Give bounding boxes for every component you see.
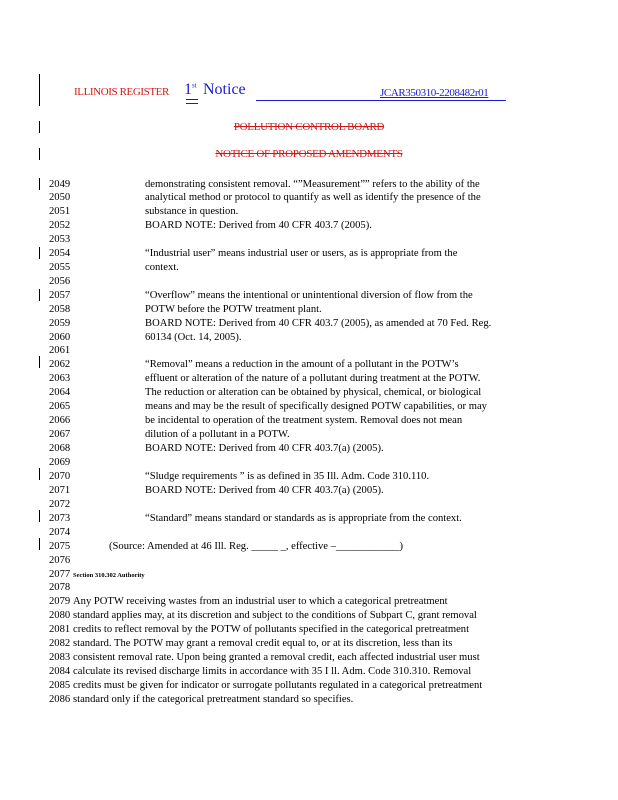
body-line: “Industrial user” means industrial user or users, as is appropriate from the [145, 248, 458, 259]
body-line: consistent removal rate. Upon being granted a removal credit, each affected industrial user must [73, 652, 480, 663]
body-line: effluent or alteration of the nature of a pollutant during treatment at the POTW. [145, 373, 481, 384]
line-number: 2085 [49, 680, 71, 691]
line-number: 2071 [49, 485, 71, 496]
header-rule [186, 103, 198, 104]
line-number: 2066 [49, 415, 71, 426]
line-number: 2075 [49, 541, 71, 552]
change-bar [39, 247, 40, 259]
source-note: (Source: Amended at 46 Ill. Reg. _____ _, effective –____________) [109, 541, 404, 552]
body-line: credits to reflect removal by the POTW of pollutants specified in the categorical pretreatment [73, 624, 470, 635]
section-heading: Section 310.302 Authority [73, 572, 145, 579]
line-number: 2078 [49, 582, 71, 593]
line-number: 2065 [49, 401, 71, 412]
line-number: 2052 [49, 220, 71, 231]
body-line: “Standard” means standard or standards as is appropriate from the context. [145, 513, 462, 524]
body-line: be incidental to operation of the treatment system. Removal does not mean [145, 415, 463, 426]
body-line: calculate its revised discharge limits in accordance with 35 I ll. Adm. Code 310.310. Removal [73, 666, 472, 677]
body-line: BOARD NOTE: Derived from 40 CFR 403.7 (2005), as amended at 70 Fed. Reg. [145, 318, 492, 329]
line-number: 2069 [49, 457, 71, 468]
body-line: “Removal” means a reduction in the amount of a pollutant in the POTW’s [145, 359, 459, 370]
body-line: POTW before the POTW treatment plant. [145, 304, 322, 315]
body-line: dilution of a pollutant in a POTW. [145, 429, 290, 440]
line-number: 2080 [49, 610, 71, 621]
change-bar [39, 510, 40, 522]
line-number: 2076 [49, 555, 71, 566]
body-line: standard. The POTW may grant a removal credit equal to, or at its discretion, less than its [73, 638, 453, 649]
line-number: 2050 [49, 192, 71, 203]
body-line: BOARD NOTE: Derived from 40 CFR 403.7(a) (2005). [145, 485, 384, 496]
body-line: means and may be the result of specifically designed POTW capabilities, or may [145, 401, 487, 412]
line-number: 2062 [49, 359, 71, 370]
line-number: 2068 [49, 443, 71, 454]
body-line: Any POTW receiving wastes from an industrial user to which a categorical pretreatment [73, 596, 448, 607]
line-number: 2057 [49, 290, 71, 301]
board-title: POLLUTION CONTROL BOARD [233, 121, 385, 133]
change-bar [39, 289, 40, 301]
line-number: 2082 [49, 638, 71, 649]
header-doc-id: JCAR350310-2208482r01 [380, 87, 489, 99]
body-line: “Overflow” means the intentional or unintentional diversion of flow from the [145, 290, 473, 301]
header-page-number: 1st [184, 81, 197, 98]
line-number: 2054 [49, 248, 71, 259]
line-number: 2059 [49, 318, 71, 329]
line-number: 2060 [49, 332, 71, 343]
header-rule [186, 99, 198, 100]
line-number: 2086 [49, 694, 71, 705]
line-number: 2058 [49, 304, 71, 315]
body-line: “Sludge requirements ” is as defined in 35 Ill. Adm. Code 310.110. [145, 471, 430, 482]
body-line: demonstrating consistent removal. “”Measurement”” refers to the ability of the [145, 179, 480, 190]
body-line: credits must be given for indicator or surrogate pollutants regulated in a categorical pretreatment [73, 680, 483, 691]
line-number: 2077 [49, 569, 71, 580]
header-register: ILLINOIS REGISTER [74, 86, 169, 98]
line-number: 2073 [49, 513, 71, 524]
body-line: standard only if the categorical pretreatment standard so specifies. [73, 694, 354, 705]
body-line: BOARD NOTE: Derived from 40 CFR 403.7(a) (2005). [145, 443, 384, 454]
line-number: 2061 [49, 345, 71, 356]
line-number: 2067 [49, 429, 71, 440]
line-number: 2055 [49, 262, 71, 273]
line-number: 2070 [49, 471, 71, 482]
line-number: 2053 [49, 234, 71, 245]
notice-title: NOTICE OF PROPOSED AMENDMENTS [215, 148, 403, 160]
line-number: 2074 [49, 527, 71, 538]
line-number: 2049 [49, 179, 71, 190]
body-line: context. [145, 262, 179, 273]
body-line: analytical method or protocol to quantify as well as identify the presence of the [145, 192, 481, 203]
line-number: 2064 [49, 387, 71, 398]
line-number: 2079 [49, 596, 71, 607]
body-line: standard applies may, at its discretion and subject to the conditions of Subpart C, grant removal [73, 610, 477, 621]
change-bar [39, 178, 40, 190]
line-number: 2056 [49, 276, 71, 287]
body-line: BOARD NOTE: Derived from 40 CFR 403.7 (2005). [145, 220, 372, 231]
body-line: substance in question. [145, 206, 239, 217]
body-line: The reduction or alteration can be obtained by physical, chemical, or biological [145, 387, 482, 398]
change-bar [39, 538, 40, 550]
line-number: 2083 [49, 652, 71, 663]
change-bar [39, 468, 40, 480]
change-bar [39, 74, 40, 106]
line-number: 2063 [49, 373, 71, 384]
change-bar [39, 356, 40, 368]
line-number: 2051 [49, 206, 71, 217]
line-number: 2084 [49, 666, 71, 677]
header-rule [256, 100, 506, 101]
line-number: 2081 [49, 624, 71, 635]
line-number: 2072 [49, 499, 71, 510]
body-line: 60134 (Oct. 14, 2005). [145, 332, 242, 343]
header-notice: Notice [203, 81, 246, 98]
